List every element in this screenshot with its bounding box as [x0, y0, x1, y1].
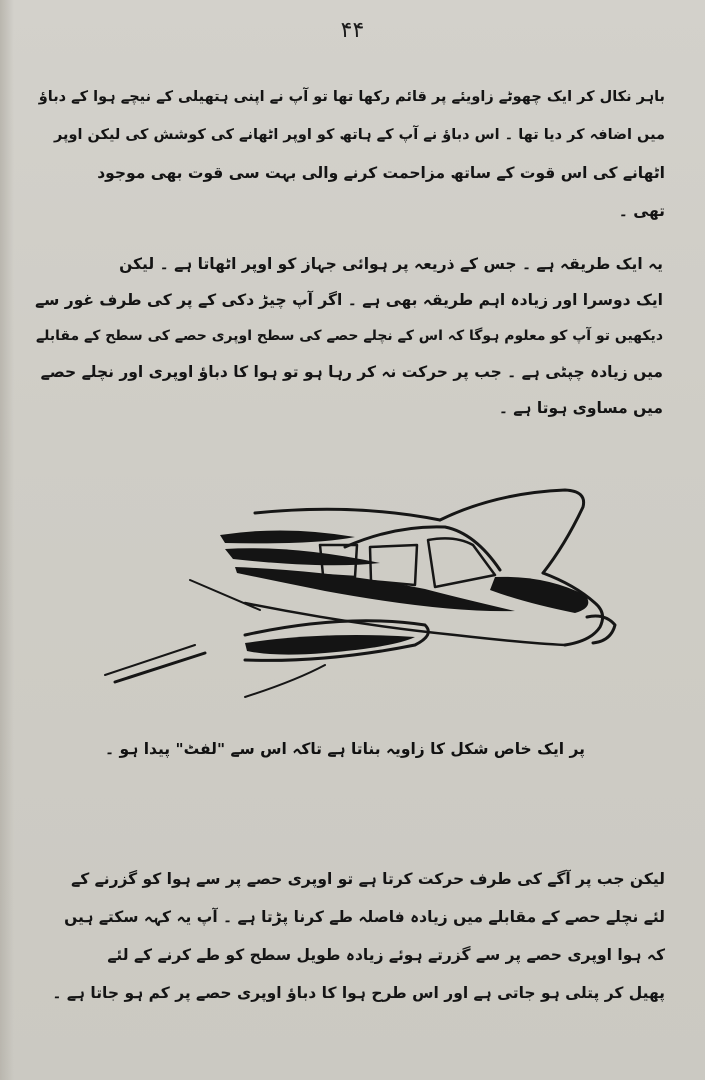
paragraph-line: میں زیادہ چپٹی ہے ۔ جب پر حرکت نہ کر رہا ہو تو ہوا کا دباؤ اوپری اور نچلے حصے: [40, 363, 663, 381]
paragraph-line: میں اضافہ کر دیا تھا ۔ اس دباؤ نے آپ کے ہاتھ کو اوپر اٹھانے کی کوشش کی لیکن اوپر: [53, 127, 665, 143]
paragraph-line: تھی ۔: [618, 202, 665, 220]
paragraph-line: یہ ایک طریقہ ہے ۔ جس کے ذریعہ پر ہوائی جہاز کو اوپر اٹھاتا ہے ۔ لیکن: [119, 255, 663, 273]
paragraph-line: دیکھیں تو آپ کو معلوم ہوگا کہ اس کے نچلے حصے کی سطح اوپری حصے کی سطح کے مقابلے: [35, 328, 663, 344]
figure-caption: پر ایک خاص شکل کا زاویہ بناتا ہے تاکہ اس سے "لفٹ" پیدا ہو ۔: [105, 740, 585, 758]
paragraph-line: اٹھانے کی اس قوت کے ساتھ مزاحمت کرنے والی بہت سی قوت بھی موجود: [97, 164, 665, 182]
paragraph-3: [35, 860, 665, 1012]
airplane-illustration: [95, 485, 635, 715]
paragraph-line: پھیل کر پتلی ہو جاتی ہے اور اس طرح ہوا کا دباؤ اوپری حصے پر کم ہو جاتا ہے ۔: [52, 984, 665, 1002]
paragraph-line: لئے نچلے حصے کے مقابلے میں زیادہ فاصلہ طے کرنا پڑتا ہے ۔ آپ یہ کہہ سکتے ہیں: [64, 908, 665, 926]
paragraph-1: [35, 78, 665, 230]
paragraph-2: [35, 246, 663, 426]
paragraph-line: میں مساوی ہوتا ہے ۔: [498, 399, 663, 417]
page-number: ۴۴: [340, 18, 365, 43]
paragraph-line: کہ ہوا اوپری حصے پر سے گزرتے ہوئے زیادہ طویل سطح کو طے کرنے کے لئے: [107, 946, 665, 964]
airplane-drawing: [95, 485, 635, 715]
paragraph-line: ایک دوسرا اور زیادہ اہم طریقہ بھی ہے ۔ اگر آپ چیڑ دکی کے پر کی طرف غور سے: [35, 291, 663, 309]
paragraph-line: باہر نکال کر ایک چھوٹے زاویئے پر قائم رکھا تھا تو آپ نے اپنی ہتھیلی کے نیچے ہوا کے دباؤ: [38, 89, 665, 105]
paragraph-line: لیکن جب پر آگے کی طرف حرکت کرتا ہے تو اوپری حصے پر سے ہوا کو گزرنے کے: [71, 870, 665, 888]
